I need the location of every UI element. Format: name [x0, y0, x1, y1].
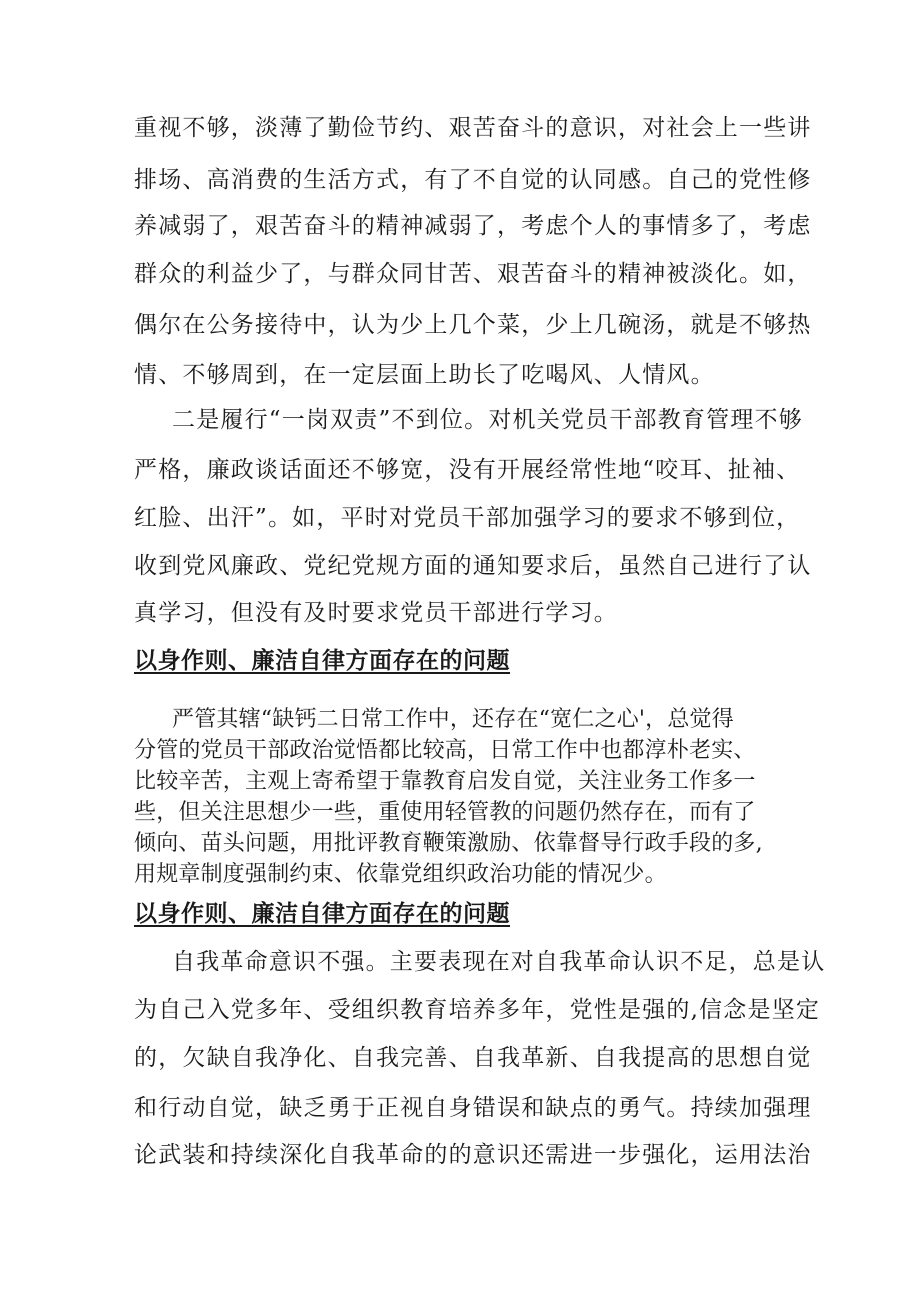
text-line: 情、不够周到，在一定层面上助长了吃喝风、人情风。: [134, 362, 715, 388]
text-line: 严格，廉政谈话面还不够宽，没有开展经常性地“咬耳、扯袖、: [134, 457, 801, 483]
text-line: 比较辛苦，主观上寄希望于靠教育启发自觉，关注业务工作多一: [134, 769, 756, 794]
text-line: 排场、高消费的生活方式，有了不自觉的认同感。自己的党性修: [134, 167, 812, 193]
text-line: 二是履行“一岗双责”不到位。对机关党员干部教育管理不够: [172, 407, 803, 433]
text-line: 重视不够，淡薄了勤俭节约、艰苦奋斗的意识，对社会上一些讲: [134, 115, 812, 141]
text-line: 严管其辖“缺钙二日常工作中，还存在“宽仁之心'，总觉得: [172, 707, 734, 732]
text-line: 群众的利益少了，与群众同甘苦、艰苦奋斗的精神被淡化。如，: [134, 261, 812, 287]
text-line: 红脸、出汗”。如，平时对党员干部加强学习的要求不够到位，: [134, 505, 801, 531]
text-line: 为自己入党多年、受组织教育培养多年，党性是强的,信念是坚定: [134, 997, 821, 1023]
text-line: 养减弱了，艰苦奋斗的精神减弱了，考虑个人的事情多了，考虑: [134, 213, 812, 239]
text-line: 收到党风廉政、党纪党规方面的通知要求后，虽然自己进行了认: [134, 553, 812, 579]
text-line: 自我革命意识不强。主要表现在对自我革命认识不足，总是认: [172, 949, 826, 975]
section-heading: 以身作则、廉洁自律方面存在的问题: [134, 647, 510, 674]
text-line: 分管的党员干部政治觉悟都比较高，日常工作中也都淳朴老实、: [134, 738, 756, 763]
text-line: 真学习，但没有及时要求党员干部进行学习。: [134, 600, 618, 626]
text-line: 倾向、苗头问题，用批评教育鞭策激励、依靠督导行政手段的多,: [134, 831, 763, 856]
text-line: 用规章制度强制约束、依靠党组织政治功能的情况少。: [134, 862, 667, 887]
text-line: 偶尔在公务接待中，认为少上几个菜，少上几碗汤，就是不够热: [134, 312, 812, 338]
text-line: 的，欠缺自我净化、自我完善、自我革新、自我提高的思想自觉: [134, 1045, 812, 1071]
section-heading: 以身作则、廉洁自律方面存在的问题: [134, 900, 510, 927]
text-line: 和行动自觉，缺乏勇于正视自身错误和缺点的勇气。持续加强理: [134, 1095, 812, 1121]
text-line: 论武装和持续深化自我革命的的意识还需进一步强化，运用法治: [134, 1142, 812, 1168]
text-line: 些，但关注思想少一些，重使用轻管教的问题仍然存在，而有了: [134, 800, 756, 825]
